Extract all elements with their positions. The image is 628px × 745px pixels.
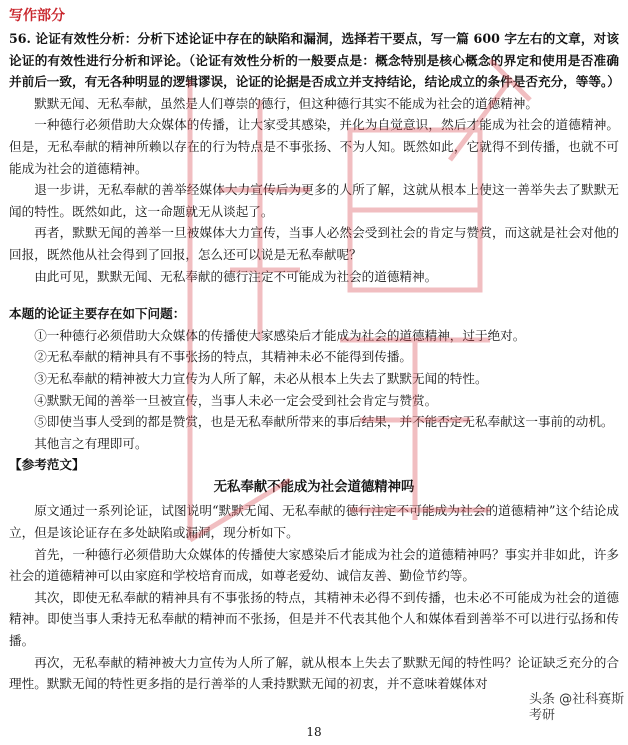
problems-list [9, 325, 619, 455]
page-number: 18 [306, 725, 322, 739]
section-title: 写作部分 [9, 8, 65, 24]
document-page [9, 6, 619, 695]
source-watermark: 头条 @社科赛斯考研 [526, 692, 628, 724]
problem-item: 其他言之有理即可。 [34, 435, 148, 451]
argument-text [9, 93, 619, 287]
problem-item: ③无私奉献的精神被大力宣传为人所了解，未必从根本上失去了默默无闻的特性。 [34, 370, 488, 386]
problem-item: ④默默无闻的善举一旦被宣传，当事人未必一定会受到社会肯定与赞赏。 [34, 392, 438, 408]
problem-item: ①一种德行必须借助大众媒体的传播使大家感染后才能成为社会的道德精神，过于绝对。 [34, 327, 526, 343]
reference-heading: 【参考范文】 [9, 457, 85, 473]
problems-heading: 本题的论证主要存在如下问题： [9, 306, 186, 322]
argument-paragraph: 再者，默默无闻的善举一旦被媒体大力宣传，当事人必然会受到社会的肯定与赞赏，而这就是社会对他的回报，既然他从社会得到了回报，怎么还可以说是无私奉献呢？ [9, 225, 619, 262]
argument-paragraph: 默默无闻、无私奉献，虽然是人们尊崇的德行，但这种德行其实不能成为社会的道德精神。 [34, 95, 538, 111]
essay-paragraph: 原文通过一系列论证，试图说明“默默无闻、无私奉献的德行注定不可能成为社会的道德精神”这个结论成立，但是该论证存在多处缺陷或漏洞，现分析如下。 [9, 503, 619, 541]
argument-paragraph: 由此可见，默默无闻、无私奉献的德行注定不可能成为社会的道德精神。 [34, 268, 438, 284]
essay-paragraph: 其次，即使无私奉献的精神具有不事张扬的特点，其精神未必得不到传播，也未必不可能成为社会的道德精神。即使当事人秉持无私奉献的精神而不张扬，但是并不代表其他个人和媒体看到善举不可以进行弘扬和传播。 [9, 589, 619, 649]
essay-paragraph: 再次，无私奉献的精神被大力宣传为人所了解，就从根本上失去了默默无闻的特性吗？论证缺乏充分的合理性。默默无闻的特性更多指的是行善举的人秉持默默无闻的初衷，并不意味着媒体对 [9, 654, 619, 692]
essay-body [9, 500, 619, 694]
essay-paragraph: 首先，一种德行必须借助大众媒体的传播使大家感染后才能成为社会的道德精神吗？事实并非如此，许多社会的道德精神可以由家庭和学校培育而成，如尊老爱幼、诚信友善、勤俭节约等。 [9, 546, 619, 584]
problem-item: ⑤即使当事人受到的都是赞赏，也是无私奉献所带来的事后结果，并不能否定无私奉献这一事前的动机。 [34, 414, 614, 430]
argument-paragraph: 一种德行必须借助大众媒体的传播，让大家受其感染，并化为自觉意识，然后才能成为社会的道德精神。但是，无私奉献的精神所赖以存在的行为特点是不事张扬、不为人知。既然如此，它就得不到传播，也就不可能成为社会的道德精神。 [9, 117, 619, 176]
essay-title: 无私奉献不能成为社会道德精神吗 [213, 478, 415, 495]
question-prompt: 56. 论证有效性分析：分析下述论证中存在的缺陷和漏洞，选择若干要点，写一篇 600 字左右的文章，对该论证的有效性进行分析和评论。（论证有效性分析的一般要点是：概念特别是核心概念的界定和使用是否准确并前后一致，有无各种明显的逻辑谬误，论证的论据是否成立并支持结论，结论成立的条件是否充分，等等。） [9, 31, 620, 90]
problem-item: ②无私奉献的精神具有不事张扬的特点，其精神未必不能得到传播。 [34, 349, 412, 365]
argument-paragraph: 退一步讲，无私奉献的善举经媒体大力宣传后为更多的人所了解，这就从根本上使这一善举失去了默默无闻的特性。既然如此，这一命题就无从谈起了。 [9, 182, 619, 219]
